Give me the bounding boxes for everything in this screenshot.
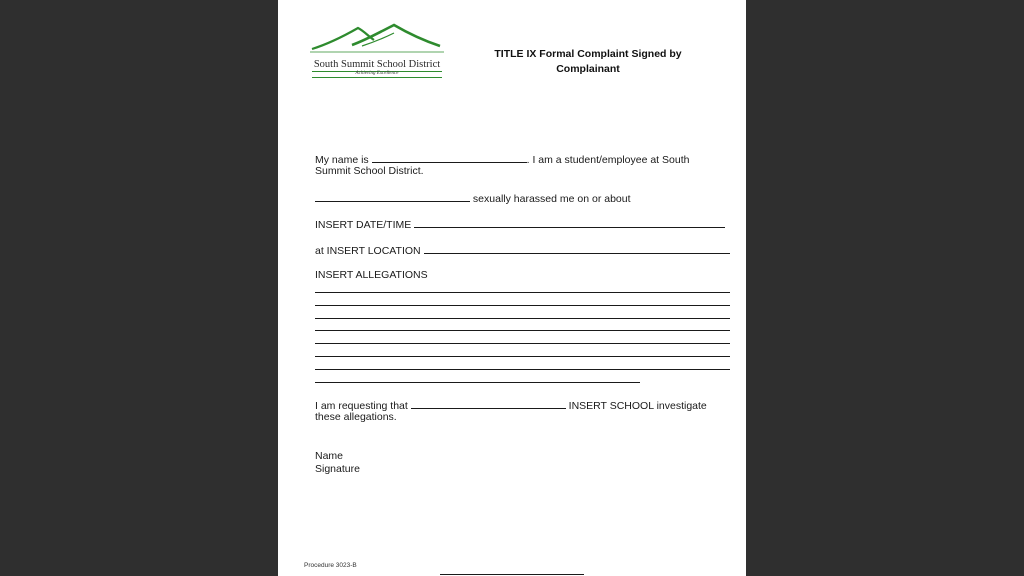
title-line-1: TITLE IX Formal Complaint Signed by — [494, 48, 682, 60]
allegation-line[interactable] — [315, 330, 730, 331]
signature-field-label: Signature — [315, 463, 360, 475]
request-prefix: I am requesting that — [315, 400, 408, 412]
district-tagline: Achieving Excellence — [355, 71, 399, 76]
name-blank[interactable] — [372, 152, 527, 163]
allegation-line[interactable] — [315, 305, 730, 306]
allegation-line[interactable] — [315, 382, 640, 383]
location-label: at INSERT LOCATION — [315, 245, 421, 257]
allegation-line[interactable] — [315, 356, 730, 357]
name-suffix: . I am a student/employee at South — [526, 154, 690, 166]
logo-rule-bottom — [312, 77, 442, 78]
district-logo — [310, 22, 444, 80]
name-field-label: Name — [315, 450, 344, 462]
harass-text: sexually harassed me on or about — [472, 193, 631, 205]
title-line-2: Complainant — [556, 63, 620, 75]
procedure-number: Procedure 3023-B — [304, 562, 357, 569]
mountain-logo-icon — [310, 22, 444, 56]
allegation-line[interactable] — [315, 369, 730, 370]
harasser-blank[interactable] — [315, 191, 470, 202]
date-time-line — [315, 217, 725, 232]
document-page — [278, 0, 746, 576]
footer-rule — [440, 574, 584, 575]
name-statement-line2: Summit School District. — [315, 165, 424, 177]
district-name: South Summit School District — [313, 59, 441, 70]
request-line2: these allegations. — [315, 411, 397, 423]
date-blank[interactable] — [414, 217, 725, 228]
date-label: INSERT DATE/TIME — [315, 219, 412, 231]
document-title — [474, 47, 702, 77]
allegation-line[interactable] — [315, 292, 730, 293]
allegation-line[interactable] — [315, 343, 730, 344]
location-blank[interactable] — [424, 243, 730, 254]
request-blank[interactable] — [411, 398, 566, 409]
allegation-line[interactable] — [315, 318, 730, 319]
harasser-statement — [315, 191, 631, 206]
allegations-label: INSERT ALLEGATIONS — [315, 269, 428, 281]
name-prefix: My name is — [315, 154, 369, 166]
location-line — [315, 243, 730, 258]
request-suffix: INSERT SCHOOL investigate — [568, 400, 707, 412]
